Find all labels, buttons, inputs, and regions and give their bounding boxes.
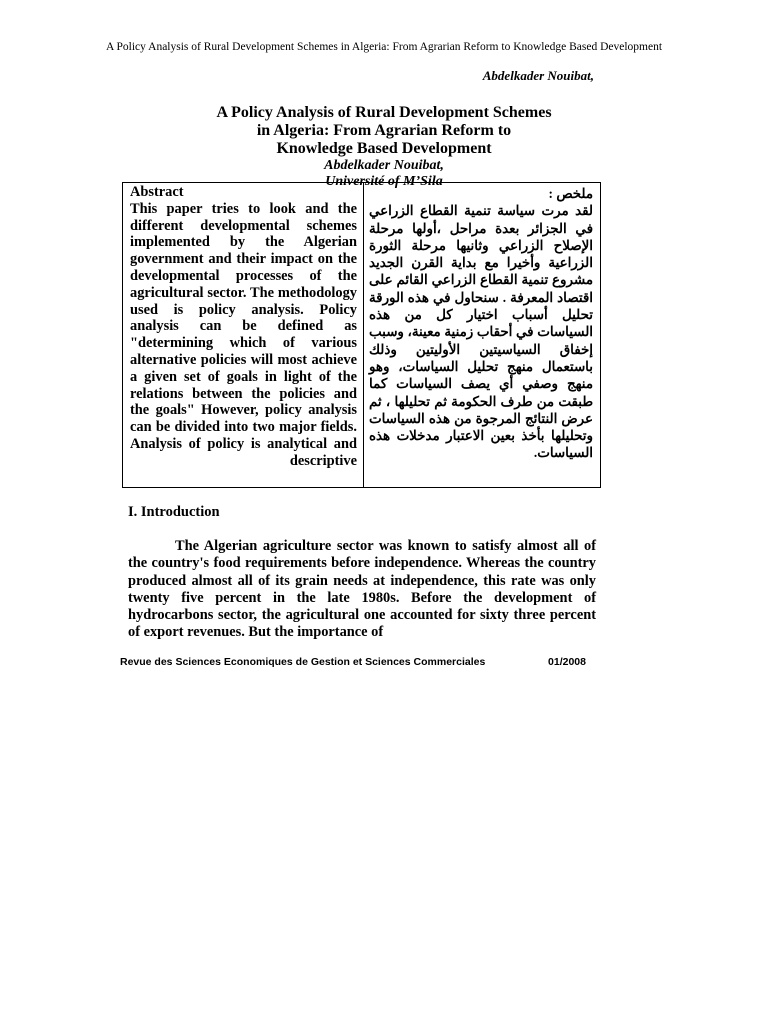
footer-issue: 01/2008 (548, 656, 586, 668)
abstract-table (122, 182, 601, 488)
abstract-heading: Abstract (130, 184, 184, 200)
section-heading-introduction: I. Introduction (128, 504, 220, 520)
abstract-arabic-heading: ملخص : (548, 186, 593, 201)
running-header-author: Abdelkader Nouibat, (482, 68, 594, 83)
abstract-english-text: This paper tries to look and the different developmental schemes implemented by the Algerian government and their impact on the developmental processes of the agricultural sector. The methodology used is policy analysis. Policy analysis can be defined as "determining which of various alternative policies will most achieve a given set of goals in light of the relations between the policies and the goals" However, policy analysis can be divided into two major fields. Analysis of policy is analytical and descriptive (130, 200, 357, 469)
running-header-title: A Policy Analysis of Rural Development Schemes in Algeria: From Agrarian Reform to Knowledge Based Development (105, 41, 663, 53)
introduction-paragraph: The Algerian agriculture sector was known to satisfy almost all of the country's food requirements before independence. Whereas the country produced almost all of its grain needs at independence, this rate was only twenty five percent in the late 1980s. Before the development of hydrocarbons sector, the agricultural one accounted for sixty three percent of export revenues. But the importance of (128, 538, 596, 641)
abstract-english-cell (123, 183, 364, 487)
title-block (0, 104, 768, 190)
author-name: Abdelkader Nouibat, (324, 158, 444, 173)
page-footer (120, 656, 586, 668)
abstract-arabic-cell (364, 183, 600, 487)
paper-title-line-3: Knowledge Based Development (276, 140, 492, 157)
abstract-arabic-text: لقد مرت سياسة تنمية القطاع الزراعي في الجزائر بعدة مراحل ،أولها مرحلة الإصلاح الزراعي وثانيها مرحلة الثورة الزراعية وأخيرا مع بداية القرن الجديد مشروع تنمية القطاع الزراعي القائم على اقتصاد المعرفة . سنحاول في هذه الورقة تحليل أسباب اختيار كل من هذه السياسات في أحقاب زمنية معينة، وسبب إخفاق السياسيتين الأوليتين وذلك باستعمال منهج تحليل السياسات، وهو منهج وصفي أي يصف السياسات كما طبقت من طرف الحكومة ثم تحليلها ، ثم عرض النتائج المرجوة من هذه السياسات وتحليلها بأخذ بعين الاعتبار مدخلات هذه السياسات. (369, 203, 593, 461)
paper-title-line-2: in Algeria: From Agrarian Reform to (256, 122, 512, 139)
paper-title-line-1: A Policy Analysis of Rural Development Schemes (216, 104, 552, 121)
author-affiliation: Université of M’Sila (325, 174, 443, 189)
footer-journal: Revue des Sciences Economiques de Gestion et Sciences Commerciales (120, 656, 486, 668)
